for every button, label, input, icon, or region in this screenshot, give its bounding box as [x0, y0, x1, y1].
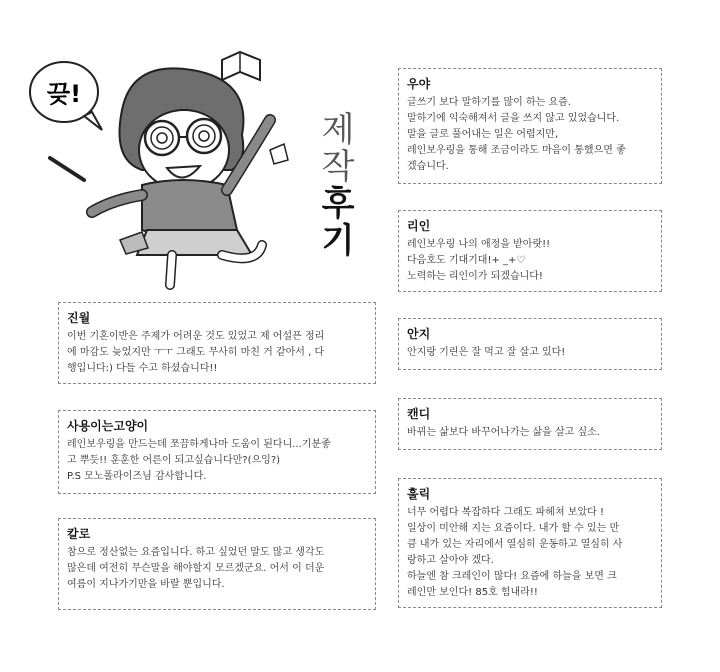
comment-line: 말하기에 익숙해져서 글을 쓰지 않고 있었습니다.	[407, 113, 620, 124]
comment-box-hollic	[398, 478, 662, 608]
comment-line: 이번 기혼이반은 주제가 어려운 것도 있었고 제 어설픈 정리	[67, 331, 325, 342]
comment-line: 레인보우링을 만드는데 쪼끔하게나마 도움이 된다니...기분좋	[67, 439, 331, 450]
comment-author: 훌릭	[407, 487, 431, 501]
bubble-text: 끚!	[46, 80, 82, 108]
comment-line: 여름이 지나가기만을 바랄 뿐입니다.	[67, 579, 225, 590]
comment-box-riin	[398, 210, 662, 292]
comment-line: 노력하는 리인이가 되겠습니다!	[407, 271, 543, 282]
comment-author: 진월	[67, 311, 91, 325]
comment-line: P.S 모노폴라이즈님 감사합니다.	[67, 471, 207, 482]
comment-line: 너무 어렵다 복잡하다 그래도 파헤쳐 보았다 !	[407, 507, 604, 518]
title-char-3: 후	[321, 184, 355, 224]
comment-line: 랑하고 살아야 겠다.	[407, 555, 494, 566]
speech-bubble	[30, 62, 102, 130]
comment-line: 레인보우링을 통해 조금이라도 마음이 통했으면 좋	[407, 145, 626, 156]
comment-line: 일상이 미안해 지는 요즘이다. 내가 할 수 있는 만	[407, 523, 620, 534]
comment-author: 안지	[407, 327, 431, 341]
comment-line: 말을 글로 풀어내는 일은 어렵지만,	[407, 129, 559, 140]
comment-line: 행입니다:) 다들 수고 하셨습니다!!	[67, 363, 218, 374]
comment-author: 사용이는고양이	[67, 419, 149, 433]
comment-box-kalo	[58, 518, 376, 610]
comment-line: 레인만 보인다! 85호 힘내라!!	[407, 587, 538, 598]
comment-line: 바뀌는 삶보다 바꾸어나가는 삶을 살고 싶소.	[407, 427, 600, 438]
comment-author: 우야	[407, 77, 431, 91]
title-char-4: 기	[321, 221, 355, 261]
comment-box-candy	[398, 398, 662, 450]
pen-icon	[50, 158, 84, 180]
comment-line: 글쓰기 보다 말하기를 많이 하는 요즘.	[407, 97, 571, 108]
title-char-1: 제	[321, 110, 355, 150]
comment-author: 리인	[407, 219, 431, 233]
comment-line: 에 마감도 늦었지만 ㅜㅜ 그래도 무사히 마친 거 같아서 , 다	[67, 347, 325, 358]
comment-line: 큼 내가 있는 자리에서 열심히 운동하고 열심히 사	[407, 539, 623, 550]
comment-line: 많은데 여전히 무슨말을 해야할지 모르겠군요. 어서 이 더운	[67, 563, 325, 574]
comment-box-uya	[398, 68, 662, 184]
comment-line: 다음호도 기대기대!+ _+♡	[407, 255, 526, 266]
book-icon	[222, 52, 260, 80]
comment-line: 레인보우링 나의 애정을 받아랏!!	[407, 239, 551, 250]
comment-line: 안지랑 기린은 잘 먹고 잘 살고 있다!	[407, 347, 566, 358]
comment-author: 캔디	[407, 407, 431, 421]
comment-box-sayongi	[58, 410, 376, 494]
comment-line: 고 뿌듯!! 훈훈한 어른이 되고싶습니다만?(으잉?)	[67, 455, 281, 466]
cartoon-character-illustration	[22, 40, 322, 290]
comment-box-anji	[398, 318, 662, 370]
comment-line: 참으로 정산없는 요즘입니다. 하고 싶었던 말도 많고 생각도	[67, 547, 325, 558]
comment-line: 하늘엔 참 크레인이 많다! 요즘에 하늘을 보면 크	[407, 571, 617, 582]
title-char-2: 작	[321, 147, 355, 187]
comment-line: 겠습니다.	[407, 161, 449, 172]
page-title	[318, 112, 358, 260]
comment-box-jinwol	[58, 302, 376, 384]
comment-author: 칼로	[67, 527, 91, 541]
